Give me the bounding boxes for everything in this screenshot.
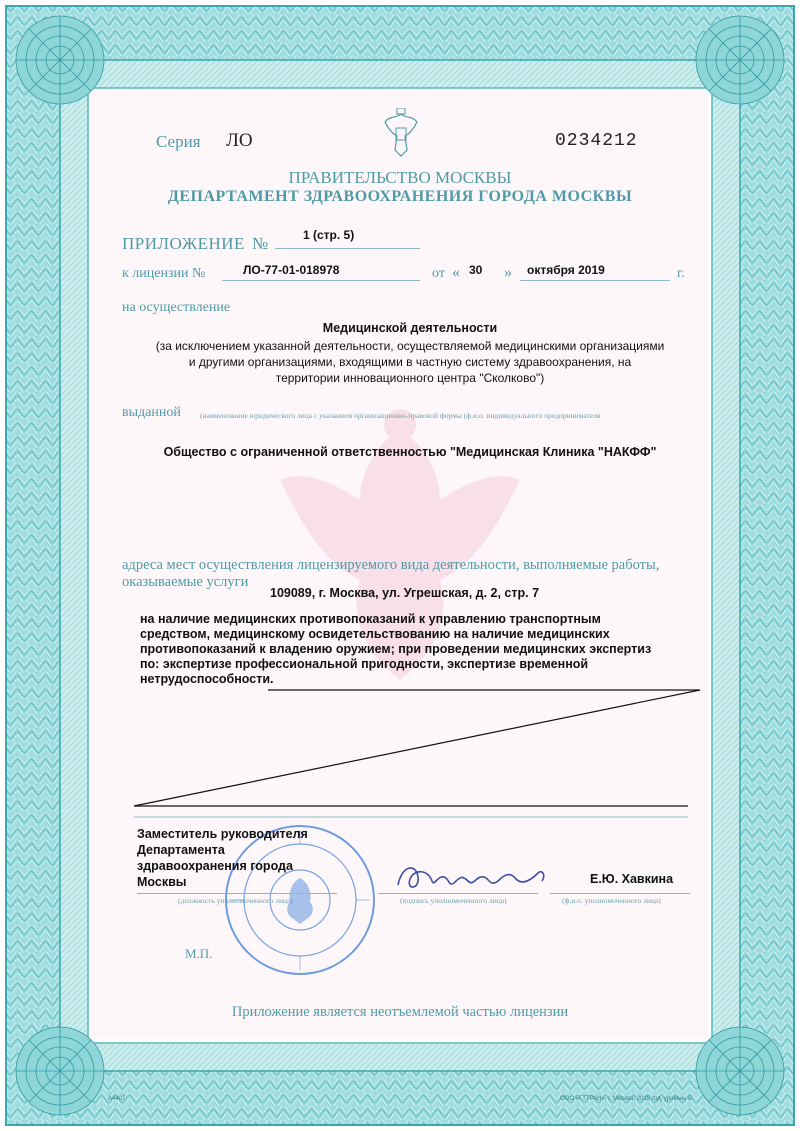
license-day: 30 bbox=[469, 263, 483, 277]
appendix-number-sign: № bbox=[252, 234, 269, 253]
series-label: Серия bbox=[156, 132, 201, 151]
works-line-1: на наличие медицинских противопоказаний к управлению транспортным bbox=[140, 612, 601, 626]
signer-position-line-1: Заместитель руководителя bbox=[137, 827, 308, 841]
addresses-label-line2: оказываемые услуги bbox=[122, 574, 249, 590]
license-quote-close: » bbox=[504, 264, 512, 281]
license-from-label: от bbox=[432, 266, 445, 281]
activity-line-1: (за исключением указанной деятельности, осуществляемой медицинскими организациями bbox=[155, 339, 665, 353]
activity-label: на осуществление bbox=[122, 300, 231, 315]
signer-position-line-3: здравоохранения города bbox=[137, 859, 293, 873]
works-line-4: по: экспертизе профессиональной пригодности, экспертизе временной bbox=[140, 657, 589, 671]
activity-title: Медицинской деятельности bbox=[322, 321, 498, 335]
caption-signature: (подпись уполномоченного лица) bbox=[400, 896, 507, 905]
license-year-suffix: г. bbox=[677, 266, 685, 281]
caption-position: (должность уполномоченного лица) bbox=[178, 896, 293, 905]
signer-position bbox=[137, 826, 308, 890]
footer-right-code: ООО «ГТТРАН», г. Москва, 2015 год, уровень Б bbox=[560, 1096, 693, 1102]
issued-hint: (наименование юридического лица с указанием организационно-правовой формы (ф.и.о. индивидуального предпринимателя bbox=[200, 411, 601, 420]
handwritten-signature bbox=[392, 855, 552, 897]
signer-position-line-4: Москвы bbox=[137, 875, 187, 889]
issued-label: выданной bbox=[122, 405, 181, 420]
mp-label: М.П. bbox=[185, 946, 213, 961]
authority-line2: ДЕПАРТАМЕНТ ЗДРАВООХРАНЕНИЯ ГОРОДА МОСКВЫ bbox=[167, 188, 633, 205]
addresses-label-line1: адреса мест осуществления лицензируемого вида деятельности, выполняемые работы, bbox=[122, 557, 660, 573]
address-value: 109089, г. Москва, ул. Угрешская, д. 2, стр. 7 bbox=[270, 586, 540, 600]
activity-line-3: территории инновационного центра "Сколково") bbox=[275, 371, 545, 385]
caption-name: (ф.и.о. уполномоченного лица) bbox=[562, 896, 661, 905]
works-line-2: средством, медицинскому освидетельствованию на наличие медицинских bbox=[140, 627, 610, 641]
signer-position-line-2: Департамента bbox=[137, 843, 225, 857]
series-value: ЛО bbox=[226, 130, 253, 151]
appendix-label: ПРИЛОЖЕНИЕ bbox=[122, 234, 245, 253]
activity-line-2: и другими организациями, входящими в частную систему здравоохранения, на bbox=[188, 355, 632, 369]
form-number: 0234212 bbox=[555, 131, 638, 151]
license-label: к лицензии № bbox=[122, 266, 206, 281]
footer-note: Приложение является неотъемлемой частью лицензии bbox=[231, 1004, 569, 1020]
license-quote-open: « bbox=[452, 264, 460, 281]
works-line-5: нетрудоспособности. bbox=[140, 672, 274, 686]
license-month-year: октября 2019 bbox=[527, 263, 605, 277]
authority-line1: ПРАВИТЕЛЬСТВО МОСКВЫ bbox=[288, 168, 512, 187]
signer-name: Е.Ю. Хавкина bbox=[590, 872, 674, 886]
works-line-3: противопоказаний к владению оружием; при проведении медицинских экспертиз bbox=[140, 642, 652, 656]
issued-value: Общество с ограниченной ответственностью "Медицинская Клиника "НАКФФ" bbox=[163, 445, 657, 459]
license-number: ЛО-77-01-018978 bbox=[243, 263, 340, 277]
appendix-value: 1 (стр. 5) bbox=[303, 228, 355, 242]
footer-left-code: А4407 bbox=[108, 1096, 126, 1102]
